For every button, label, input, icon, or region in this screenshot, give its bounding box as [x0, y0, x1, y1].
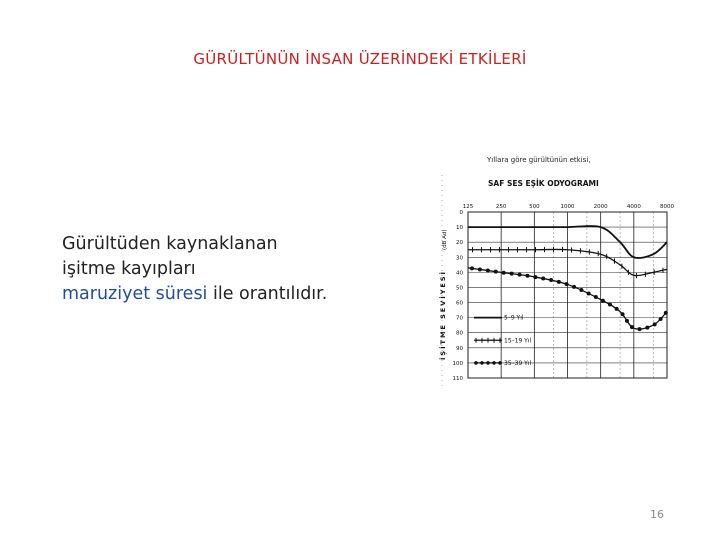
body-line-2: işitme kayıpları — [62, 259, 196, 279]
x-tick-label: 500 — [529, 204, 540, 210]
x-tick-label: 250 — [495, 204, 507, 210]
body-rest: ile orantılıdır. — [207, 284, 328, 304]
legend-label: 15–19 Yıl — [504, 337, 532, 345]
series-3-marker — [638, 327, 642, 331]
series-3-marker — [549, 278, 553, 282]
y-tick-label: 50 — [456, 285, 463, 292]
series-3-marker — [625, 319, 629, 323]
series-3-marker — [653, 322, 657, 326]
legend-marker — [480, 361, 484, 365]
series-3-marker — [630, 325, 634, 329]
figure-caption: Yıllara göre gürültünün etkisi, — [487, 156, 591, 164]
series-3-marker — [518, 273, 522, 277]
y-tick-label: 20 — [456, 240, 463, 247]
audiogram-chart — [430, 150, 675, 390]
y-unit-label: (dB Ad) — [442, 229, 448, 250]
series-3-marker — [645, 326, 649, 330]
series-3-marker — [470, 266, 474, 270]
x-tick-label: 1000 — [560, 204, 575, 210]
y-tick-label: 30 — [456, 255, 463, 262]
y-tick-label: 40 — [456, 270, 463, 277]
legend-marker — [486, 361, 490, 365]
y-tick-label: 80 — [456, 330, 463, 337]
series-3-marker — [541, 277, 545, 281]
legend-marker — [474, 361, 478, 365]
y-tick-label: 100 — [452, 360, 463, 367]
series-3-marker — [478, 267, 482, 271]
slide-body-text — [62, 232, 422, 307]
y-tick-label: 0 — [459, 210, 463, 216]
body-line-3 — [62, 282, 422, 307]
series-3-marker — [565, 282, 569, 286]
series-3-marker — [594, 295, 598, 299]
series-3-marker — [608, 303, 612, 307]
slide-title: GÜRÜLTÜNÜN İNSAN ÜZERİNDEKİ ETKİLERİ — [193, 50, 527, 68]
series-3-marker — [533, 275, 537, 279]
x-tick-label: 125 — [462, 204, 474, 210]
series-3-marker — [510, 272, 514, 276]
legend-label: 5–9 Yıl — [504, 314, 524, 322]
series-3-marker — [572, 285, 576, 289]
page-number: 16 — [650, 508, 664, 521]
series-3-marker — [664, 311, 668, 315]
legend-label: 35–39 Yıl — [504, 359, 532, 367]
legend-marker — [498, 361, 502, 365]
series-3-marker — [557, 280, 561, 284]
series-3-marker — [502, 271, 506, 275]
audiogram-figure — [430, 150, 675, 390]
series-3-marker — [587, 291, 591, 295]
series-3-marker — [621, 312, 625, 316]
series-3-marker — [601, 299, 605, 303]
figure-heading: SAF SES EŞİK ODYOGRAMI — [488, 179, 599, 188]
series-3-marker — [494, 270, 498, 274]
y-tick-label: 110 — [452, 376, 463, 382]
x-tick-label: 4000 — [626, 204, 641, 210]
x-tick-label: 2000 — [593, 204, 608, 210]
y-tick-label: 10 — [456, 225, 463, 232]
legend-marker — [492, 361, 496, 365]
y-axis-title: İŞİTME SEVİYESİ — [439, 270, 447, 360]
series-3-marker — [486, 269, 490, 273]
y-tick-label: 70 — [456, 315, 463, 322]
body-line-1: Gürültüden kaynaklanan — [62, 234, 278, 254]
y-tick-label: 60 — [456, 300, 463, 307]
series-3-marker — [525, 274, 529, 278]
x-tick-label: 8000 — [660, 204, 674, 210]
series-3-marker — [579, 288, 583, 292]
series-3-marker — [659, 317, 663, 321]
body-highlight: maruziyet süresi — [62, 284, 208, 304]
series-3-marker — [615, 307, 619, 311]
y-tick-label: 90 — [456, 345, 463, 352]
